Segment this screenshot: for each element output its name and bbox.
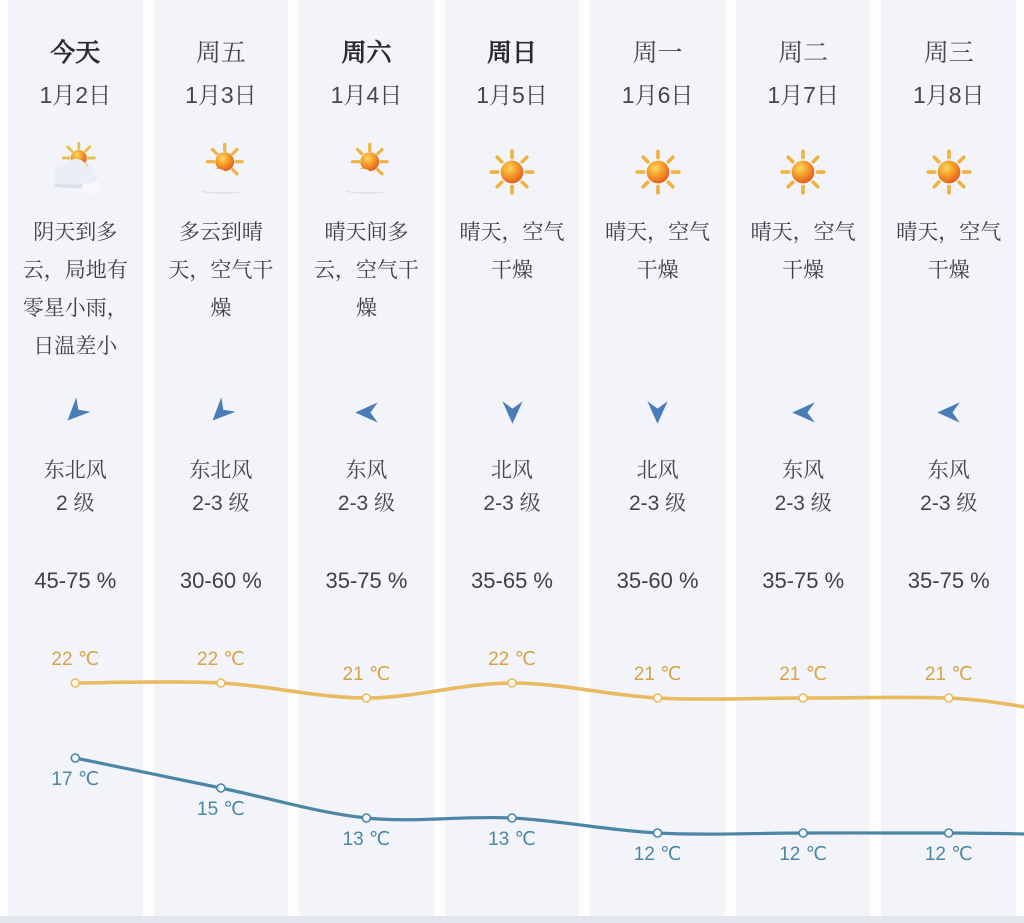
day-name: 周六 [341,39,392,67]
bottom-edge-strip [0,916,1024,923]
wind-level-label: 2-3 级 [337,492,396,515]
day-date: 1月4日 [330,82,403,108]
wind-direction-label: 北风 [636,459,679,482]
day-column-1[interactable] [8,0,143,916]
wind-level-label: 2-3 级 [920,492,978,515]
weather-description: 晴天，空气干燥 [750,221,856,282]
humidity-range: 35-75 % [325,568,408,593]
weather-description: 晴天间多云，空气干燥 [313,221,419,320]
weather-icon-box [45,140,105,204]
low-temp-label: 12 ℃ [779,844,827,865]
weather-icon-box [774,140,832,204]
weather-description: 晴天，空气干燥 [896,221,1002,282]
weather-description: 阴天到多云，局地有零星小雨，日温差小 [22,221,128,358]
wind-arrow-box [499,394,526,430]
low-temp-label: 12 ℃ [924,844,973,865]
wind-level-label: 2 级 [56,492,95,515]
wind-direction-arrow-icon [56,393,94,431]
high-temp-label: 21 ℃ [924,664,973,685]
wind-direction-arrow-icon [935,399,962,426]
day-date: 1月5日 [476,82,548,108]
weather-icon-box [191,140,251,204]
wind-arrow-box [790,394,817,430]
day-column-4[interactable] [445,0,580,916]
day-column-7[interactable] [881,0,1016,916]
sun-icon [629,143,687,201]
wind-direction-label: 东风 [927,459,970,482]
humidity-range: 35-75 % [907,568,990,593]
sun-icon [774,143,832,201]
low-temp-label: 13 ℃ [488,829,536,850]
day-name: 今天 [50,39,101,67]
wind-direction-arrow-icon [644,399,671,426]
weather-icon-box [629,140,687,204]
low-temp-label: 13 ℃ [342,829,391,850]
sun-behind-cloud-icon [191,142,251,202]
humidity-range: 30-60 % [179,568,262,593]
sun-icon [920,143,978,201]
wind-direction-arrow-icon [202,393,240,431]
humidity-range: 45-75 % [34,568,117,593]
day-date: 1月8日 [912,82,985,108]
weather-description: 多云到晴天，空气干燥 [168,221,274,320]
wind-direction-arrow-icon [499,399,526,426]
day-column-5[interactable] [590,0,725,916]
high-temp-label: 21 ℃ [342,664,391,685]
high-temp-label: 21 ℃ [633,664,682,685]
wind-level-label: 2-3 级 [774,492,832,515]
day-column-2[interactable] [154,0,289,916]
wind-arrow-box [62,394,89,430]
low-temp-label: 17 ℃ [51,769,100,790]
low-temp-label: 12 ℃ [633,844,682,865]
weather-description: 晴天，空气干燥 [605,221,711,282]
day-date: 1月2日 [39,82,112,108]
high-temp-label: 22 ℃ [51,649,100,670]
day-column-6[interactable] [736,0,871,916]
wind-direction-label: 北风 [491,459,534,482]
wind-direction-label: 东风 [782,459,825,482]
day-name: 周五 [195,39,246,67]
wind-direction-label: 东北风 [43,459,107,482]
day-date: 1月6日 [621,82,694,108]
sun-icon [483,143,541,201]
wind-arrow-box [644,394,671,430]
humidity-range: 35-65 % [471,568,553,593]
day-name: 周日 [487,39,538,67]
day-name: 周三 [923,39,974,67]
weather-icon-box [483,140,541,204]
sun-behind-clouds-icon [45,142,105,202]
day-date: 1月3日 [185,82,257,108]
high-temp-label: 22 ℃ [488,649,536,670]
weather-description: 晴天，空气干燥 [459,221,565,282]
day-name: 周二 [778,39,829,67]
weather-icon-box [920,140,978,204]
wind-direction-label: 东北风 [189,459,253,482]
wind-arrow-box [935,394,962,430]
wind-level-label: 2-3 级 [483,492,541,515]
humidity-range: 35-60 % [616,568,699,593]
wind-direction-arrow-icon [353,399,380,426]
weather-icon-box [336,140,396,204]
high-temp-label: 21 ℃ [779,664,827,685]
wind-direction-label: 东风 [345,459,388,482]
wind-arrow-box [353,394,380,430]
day-column-3[interactable] [299,0,434,916]
wind-arrow-box [207,394,234,430]
humidity-range: 35-75 % [762,568,845,593]
wind-direction-arrow-icon [790,399,817,426]
sun-behind-cloud-icon [336,142,396,202]
day-date: 1月7日 [767,82,839,108]
high-temp-label: 22 ℃ [197,649,245,670]
wind-level-label: 2-3 级 [192,492,250,515]
day-name: 周一 [632,39,683,67]
low-temp-label: 15 ℃ [197,799,245,820]
wind-level-label: 2-3 级 [629,492,687,515]
